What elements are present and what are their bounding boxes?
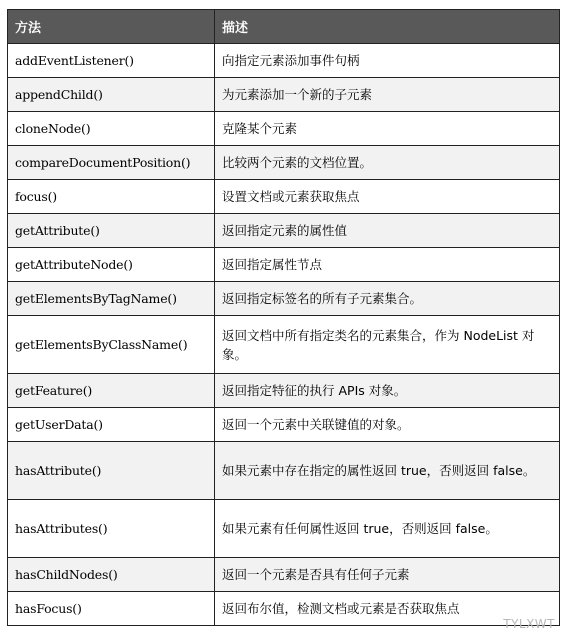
table-row <box>8 44 560 78</box>
description-cell: 如果元素中存在指定的属性返回 true，否则返回 false。 <box>215 442 560 500</box>
description-cell: 向指定元素添加事件句柄 <box>215 44 560 78</box>
table-row <box>8 180 560 214</box>
description-cell: 返回指定属性节点 <box>215 248 560 282</box>
table-row <box>8 316 560 374</box>
table-header-row <box>8 10 560 44</box>
method-cell: focus() <box>8 180 215 214</box>
table-row <box>8 78 560 112</box>
api-methods-table <box>7 9 560 626</box>
method-cell: appendChild() <box>8 78 215 112</box>
description-cell: 返回指定标签名的所有子元素集合。 <box>215 282 560 316</box>
watermark: TYLXWT <box>503 617 555 631</box>
method-cell: hasFocus() <box>8 592 215 626</box>
method-cell: hasChildNodes() <box>8 558 215 592</box>
table-row <box>8 500 560 558</box>
table-row <box>8 214 560 248</box>
description-cell: 返回布尔值，检测文档或元素是否获取焦点 <box>215 592 560 626</box>
description-cell: 比较两个元素的文档位置。 <box>215 146 560 180</box>
description-cell: 返回一个元素是否具有任何子元素 <box>215 558 560 592</box>
method-cell: getAttributeNode() <box>8 248 215 282</box>
table-row <box>8 408 560 442</box>
table-row <box>8 442 560 500</box>
header-description: 描述 <box>215 10 560 44</box>
method-cell: getElementsByTagName() <box>8 282 215 316</box>
method-cell: hasAttribute() <box>8 442 215 500</box>
table-row <box>8 374 560 408</box>
method-cell: getElementsByClassName() <box>8 316 215 374</box>
method-cell: cloneNode() <box>8 112 215 146</box>
description-cell: 克隆某个元素 <box>215 112 560 146</box>
method-cell: getFeature() <box>8 374 215 408</box>
method-cell: addEventListener() <box>8 44 215 78</box>
table-row <box>8 146 560 180</box>
description-cell: 返回文档中所有指定类名的元素集合，作为 NodeList 对象。 <box>215 316 560 374</box>
table-row <box>8 558 560 592</box>
table-body <box>8 44 560 626</box>
description-cell: 返回一个元素中关联键值的对象。 <box>215 408 560 442</box>
description-cell: 返回指定元素的属性值 <box>215 214 560 248</box>
table-row <box>8 112 560 146</box>
description-cell: 返回指定特征的执行 APIs 对象。 <box>215 374 560 408</box>
method-cell: getAttribute() <box>8 214 215 248</box>
method-cell: compareDocumentPosition() <box>8 146 215 180</box>
table-row <box>8 248 560 282</box>
table-row <box>8 282 560 316</box>
description-cell: 为元素添加一个新的子元素 <box>215 78 560 112</box>
description-cell: 设置文档或元素获取焦点 <box>215 180 560 214</box>
header-method: 方法 <box>8 10 215 44</box>
table-row <box>8 592 560 626</box>
method-cell: getUserData() <box>8 408 215 442</box>
method-cell: hasAttributes() <box>8 500 215 558</box>
description-cell: 如果元素有任何属性返回 true，否则返回 false。 <box>215 500 560 558</box>
